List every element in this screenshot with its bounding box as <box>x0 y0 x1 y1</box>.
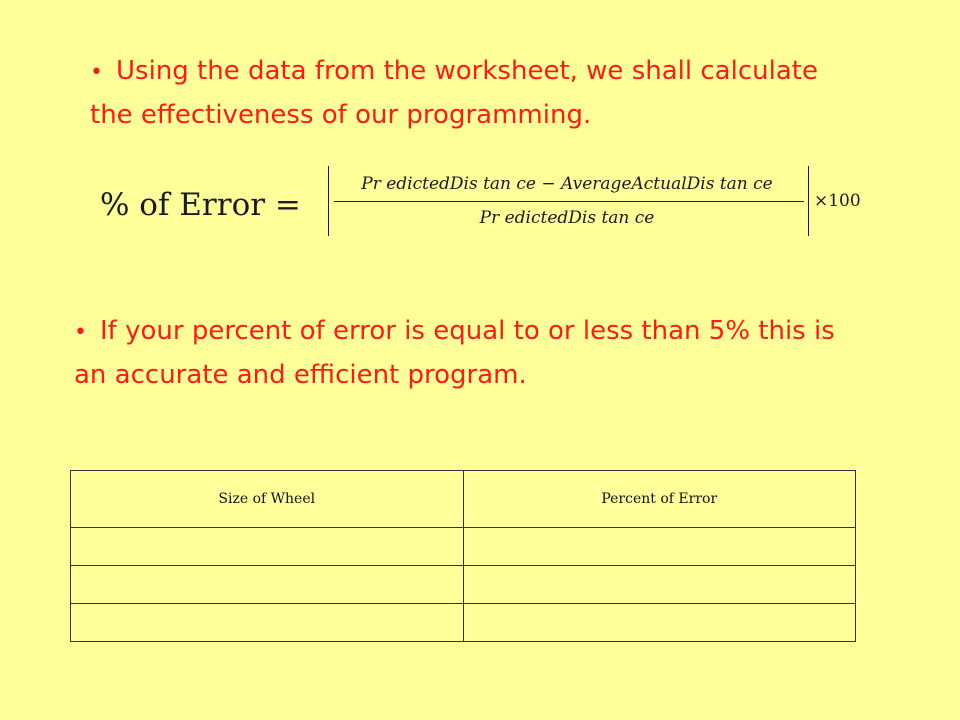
table-cell[interactable] <box>71 566 464 604</box>
table-row <box>71 528 856 566</box>
table-cell[interactable] <box>463 528 856 566</box>
formula-lhs: % of Error = <box>100 187 301 223</box>
header-percent-of-error: Percent of Error <box>463 471 856 528</box>
table-row <box>71 566 856 604</box>
table-row <box>71 604 856 642</box>
table-cell[interactable] <box>463 604 856 642</box>
bullet-text: If your percent of error is equal to or less than 5% this is an accurate and efficient program. <box>74 316 835 390</box>
bullet-worksheet <box>90 50 850 136</box>
formula-rhs <box>322 166 862 236</box>
absolute-value-right-bar <box>808 166 809 236</box>
bullet-mark: • <box>74 320 87 345</box>
formula-multiplier: ×100 <box>814 191 861 211</box>
bullet-text: Using the data from the worksheet, we shall calculate the effectiveness of our programming. <box>90 56 818 130</box>
absolute-value-left-bar <box>328 166 329 236</box>
header-size-of-wheel: Size of Wheel <box>71 471 464 528</box>
formula-numerator: Pr edictedDis tan ce − AverageActualDis tan ce <box>361 174 773 194</box>
table-cell[interactable] <box>463 566 856 604</box>
table-header-row <box>71 471 856 528</box>
bullet-mark: • <box>90 60 103 85</box>
bullet-accuracy <box>74 310 874 396</box>
results-table <box>70 470 856 642</box>
fraction-bar <box>334 201 804 202</box>
table-cell[interactable] <box>71 528 464 566</box>
table-cell[interactable] <box>71 604 464 642</box>
formula-denominator: Pr edictedDis tan ce <box>479 208 655 228</box>
